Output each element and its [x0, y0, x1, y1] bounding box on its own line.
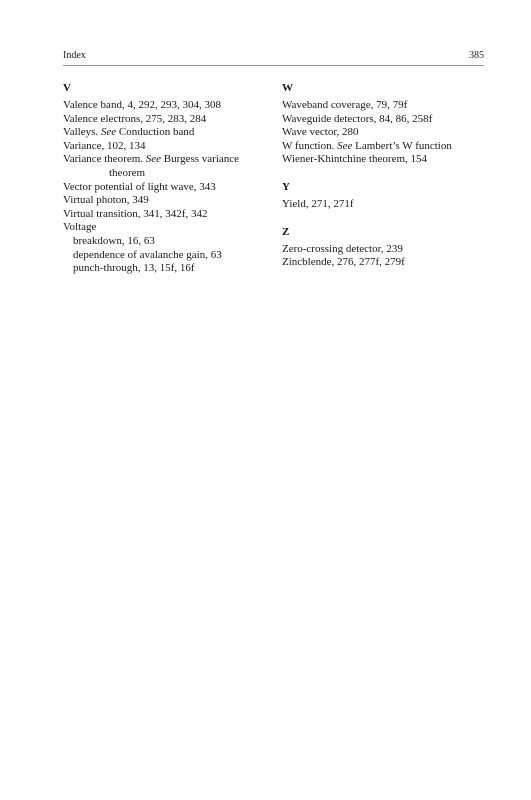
index-section-w [282, 82, 487, 167]
index-entry: Wave vector, 280 [282, 126, 359, 139]
see-target: Lambert’s W function [352, 139, 452, 152]
see-label: See [337, 139, 353, 152]
index-entry-see [282, 140, 487, 154]
index-entry: Voltage [63, 221, 97, 234]
index-column-left [63, 82, 263, 289]
index-entry: Waveguide detectors, 84, 86, 258f [282, 112, 433, 125]
index-entry: Valence band, 4, 292, 293, 304, 308 [63, 99, 221, 111]
index-entry: Yield, 271, 271f [282, 197, 354, 210]
index-entry: Zincblende, 276, 277f, 279f [282, 256, 405, 269]
section-letter: Z [282, 225, 290, 238]
see-label: See [145, 153, 162, 166]
index-subentry: breakdown, 16, 63 [73, 234, 155, 247]
index-entry: Wiener-Khintchine theorem, 154 [282, 153, 428, 166]
entry-head: Valleys. [63, 126, 101, 139]
section-letter: V [63, 82, 71, 94]
index-entry: Vector potential of light wave, 343 [63, 180, 216, 193]
index-section-y [282, 181, 487, 212]
running-header [63, 50, 484, 66]
see-label: See [100, 126, 117, 139]
index-entry-see [63, 126, 263, 140]
index-entry: Variance, 102, 134 [63, 139, 146, 152]
index-section-z [282, 226, 487, 270]
page-number: 385 [469, 50, 484, 61]
index-subentry: punch-through, 13, 15f, 16f [73, 262, 195, 275]
index-subentry: dependence of avalanche gain, 63 [73, 248, 222, 261]
section-letter: W [282, 82, 293, 94]
index-column-right [282, 82, 487, 283]
index-entry: Virtual photon, 349 [63, 194, 149, 207]
section-letter: Y [282, 180, 290, 193]
entry-head: W function. [282, 139, 338, 152]
see-target: Conduction band [116, 126, 195, 139]
index-entry: Zero-crossing detector, 239 [282, 242, 403, 255]
entry-head: Variance theorem. [63, 153, 146, 166]
index-entry-continuation: theorem [109, 166, 146, 179]
index-entry: Waveband coverage, 79, 79f [282, 99, 408, 111]
index-entry: Valence electrons, 275, 283, 284 [63, 112, 207, 125]
header-section-title: Index [63, 50, 86, 61]
index-section-v [63, 82, 263, 276]
index-entry-see [63, 153, 263, 167]
index-entry: Virtual transition, 341, 342f, 342 [63, 207, 208, 220]
see-target: Burgess variance [161, 153, 240, 166]
